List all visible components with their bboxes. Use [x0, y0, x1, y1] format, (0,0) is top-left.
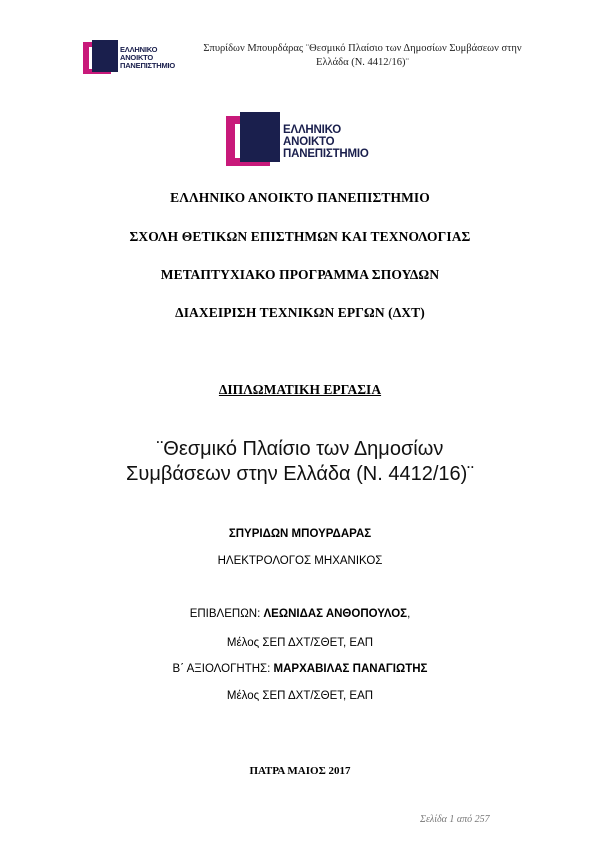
- author-role: ΗΛΕΚΤΡΟΛΟΓΟΣ ΜΗΧΑΝΙΚΟΣ: [217, 555, 383, 567]
- place-date: ΠΑΤΡΑ ΜΑΙΟΣ 2017: [249, 765, 351, 777]
- examiner-line: [0, 663, 600, 675]
- header-logo: [83, 40, 193, 76]
- cover-logo-line-3: ΠΑΝΕΠΙΣΤΗΜΙΟ: [283, 148, 369, 161]
- thesis-title-line-2: Συμβάσεων στην Ελλάδα (Ν. 4412/16)¨: [126, 463, 474, 485]
- cover-logo-line-2: ΑΝΟΙΚΤΟ: [283, 136, 335, 149]
- author-name: ΣΠΥΡΙΔΩΝ ΜΠΟΥΡΔΑΡΑΣ: [228, 528, 372, 540]
- logo-line-1: ΕΛΛΗΝΙΚΟ: [120, 45, 158, 54]
- university-name: ΕΛΛΗΝΙΚΟ ΑΝΟΙΚΤΟ ΠΑΝΕΠΙΣΤΗΜΙΟ: [170, 190, 430, 205]
- supervisor-name: ΛΕΩΝΙΔΑΣ ΑΝΘΟΠΟΥΛΟΣ: [263, 608, 408, 620]
- program-name: ΜΕΤΑΠΤΥΧΙΑΚΟ ΠΡΟΓΡΑΜΜΑ ΣΠΟΥΔΩΝ: [160, 267, 440, 282]
- cover-logo-line-1: ΕΛΛΗΝΙΚΟ: [283, 124, 341, 136]
- page-indicator: Σελίδα 1 από 257: [420, 814, 490, 825]
- supervisor-line: [0, 608, 600, 620]
- school-name: ΣΧΟΛΗ ΘΕΤΙΚΩΝ ΕΠΙΣΤΗΜΩΝ ΚΑΙ ΤΕΧΝΟΛΟΓΙΑΣ: [129, 229, 471, 244]
- supervisor-suffix: ,: [407, 608, 411, 620]
- supervisor-label: ΕΠΙΒΛΕΠΩΝ:: [189, 608, 261, 620]
- eap-logo-mark: [83, 40, 119, 76]
- eap-logo-mark-large: [226, 112, 282, 170]
- specialization-name: ΔΙΑΧΕΙΡΙΣΗ ΤΕΧΝΙΚΩΝ ΕΡΓΩΝ (ΔΧΤ): [175, 305, 425, 320]
- examiner-name: ΜΑΡΧΑΒΙΛΑΣ ΠΑΝΑΓΙΩΤΗΣ: [273, 663, 428, 675]
- cover-logo: [226, 112, 386, 168]
- examiner-affiliation: Μέλος ΣΕΠ ΔΧΤ/ΣΘΕΤ, ΕΑΠ: [226, 690, 374, 702]
- examiner-label: Β΄ ΑΞΙΟΛΟΓΗΤΗΣ:: [172, 663, 271, 675]
- logo-line-2: ΑΝΟΙΚΤΟ: [120, 52, 154, 62]
- logo-line-3: ΠΑΝΕΠΙΣΤΗΜΙΟ: [120, 60, 176, 70]
- running-header-title: Σπυρίδων Μπουρδάρας ¨Θεσμικό Πλαίσιο των Δημοσίων Συμβάσεων στην Ελλάδα (Ν. 4412/16)¨: [203, 43, 522, 68]
- thesis-title-line-1: ¨Θεσμικό Πλαίσιο των Δημοσίων: [156, 438, 444, 460]
- supervisor-affiliation: Μέλος ΣΕΠ ΔΧΤ/ΣΘΕΤ, ΕΑΠ: [226, 637, 374, 649]
- thesis-label: ΔΙΠΛΩΜΑΤΙΚΗ ΕΡΓΑΣΙΑ: [218, 382, 382, 397]
